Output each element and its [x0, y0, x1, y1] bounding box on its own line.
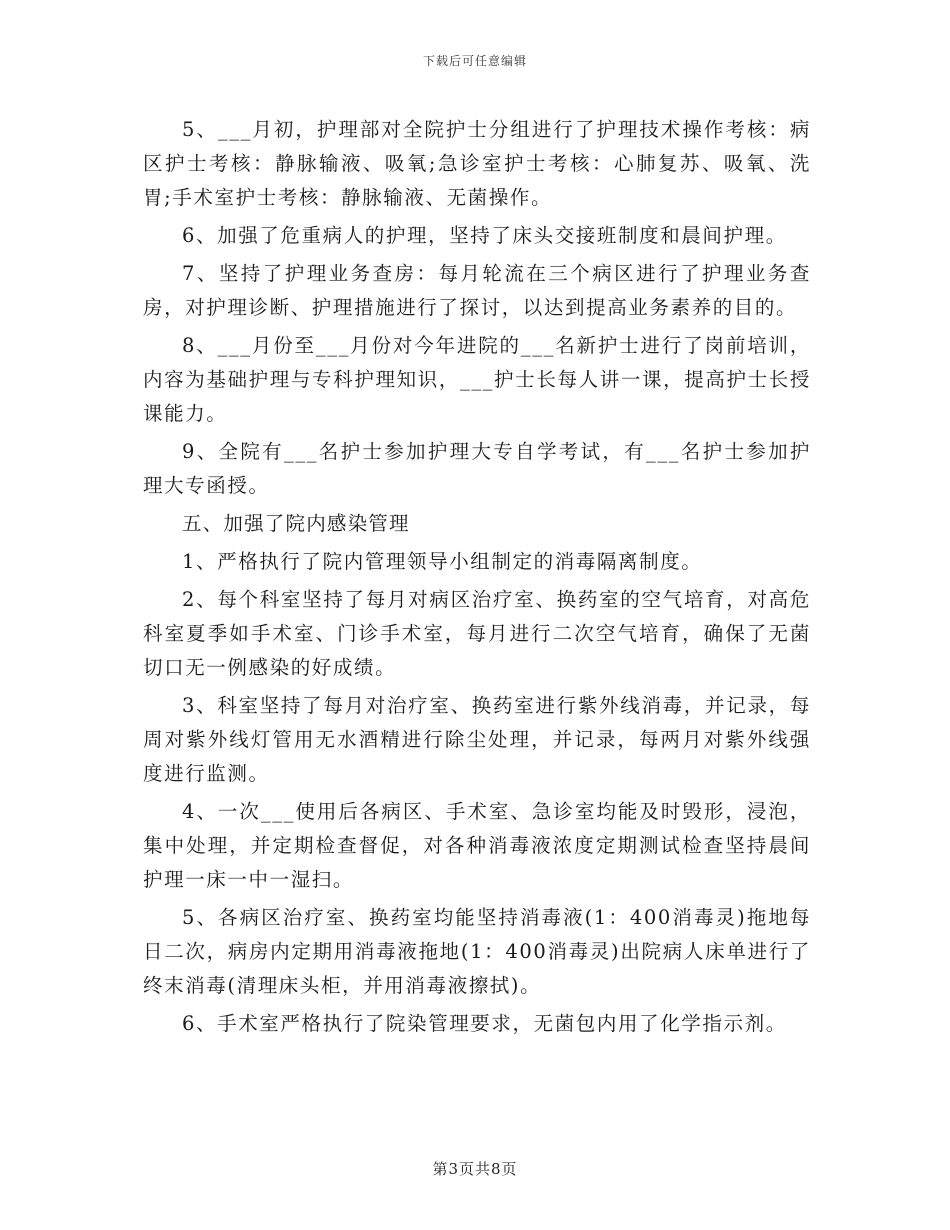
page-header: 下载后可任意编辑	[422, 54, 527, 68]
paragraph-nurse-education: 9、全院有___名护士参加护理大专自学考试，有___名护士参加护理大专函授。	[143, 440, 811, 497]
paragraph-operating-room: 6、手术室严格执行了院染管理要求，无菌包内用了化学指示剂。	[182, 1012, 787, 1035]
paragraph-new-nurse-training: 8、___月份至___月份对今年进院的___名新护士进行了岗前培训，内容为基础护理与专科护理知识，___护士长每人讲一课，提高护士长授课能力。	[143, 334, 811, 425]
paragraph-air-culture: 2、每个科室坚持了每月对病区治疗室、换药室的空气培育，对高危科室夏季如手术室、门诊手术室，每月进行二次空气培育，确保了无菌切口无一例感染的好成绩。	[143, 588, 811, 679]
paragraph-nursing-ward-rounds: 7、坚持了护理业务查房：每月轮流在三个病区进行了护理业务查房，对护理诊断、护理措施进行了探讨，以达到提高业务素养的目的。	[143, 262, 811, 319]
section-heading-infection-control: 五、加强了院内感染管理	[182, 512, 410, 535]
paragraph-disposable-handling: 4、一次___使用后各病区、手术室、急诊室均能及时毁形，浸泡，集中处理，并定期检查督促，对各种消毒液浓度定期测试检查坚持晨间护理一床一中一湿扫。	[143, 800, 811, 891]
page-number: 第3页共8页	[432, 1160, 518, 1178]
paragraph-disinfection-system: 1、严格执行了院内管理领导小组制定的消毒隔离制度。	[182, 550, 703, 573]
paragraph-floor-disinfection: 5、各病区治疗室、换药室均能坚持消毒液(1：400消毒灵)拖地每日二次，病房内定期用消毒液拖地(1：400消毒灵)出院病人床单进行了终末消毒(清理床头柜，并用消毒液擦拭)。	[143, 906, 811, 997]
paragraph-uv-disinfection: 3、科室坚持了每月对治疗室、换药室进行紫外线消毒，并记录，每周对紫外线灯管用无水酒精进行除尘处理，并记录，每两月对紫外线强度进行监测。	[143, 694, 811, 785]
paragraph-critical-patient-care: 6、加强了危重病人的护理，坚持了床头交接班制度和晨间护理。	[182, 224, 787, 247]
paragraph-nursing-skill-assessment: 5、___月初，护理部对全院护士分组进行了护理技术操作考核：病区护士考核：静脉输液、吸氧;急诊室护士考核：心肺复苏、吸氧、洗胃;手术室护士考核：静脉输液、无菌操作。	[143, 118, 811, 209]
document-body	[143, 113, 811, 1045]
